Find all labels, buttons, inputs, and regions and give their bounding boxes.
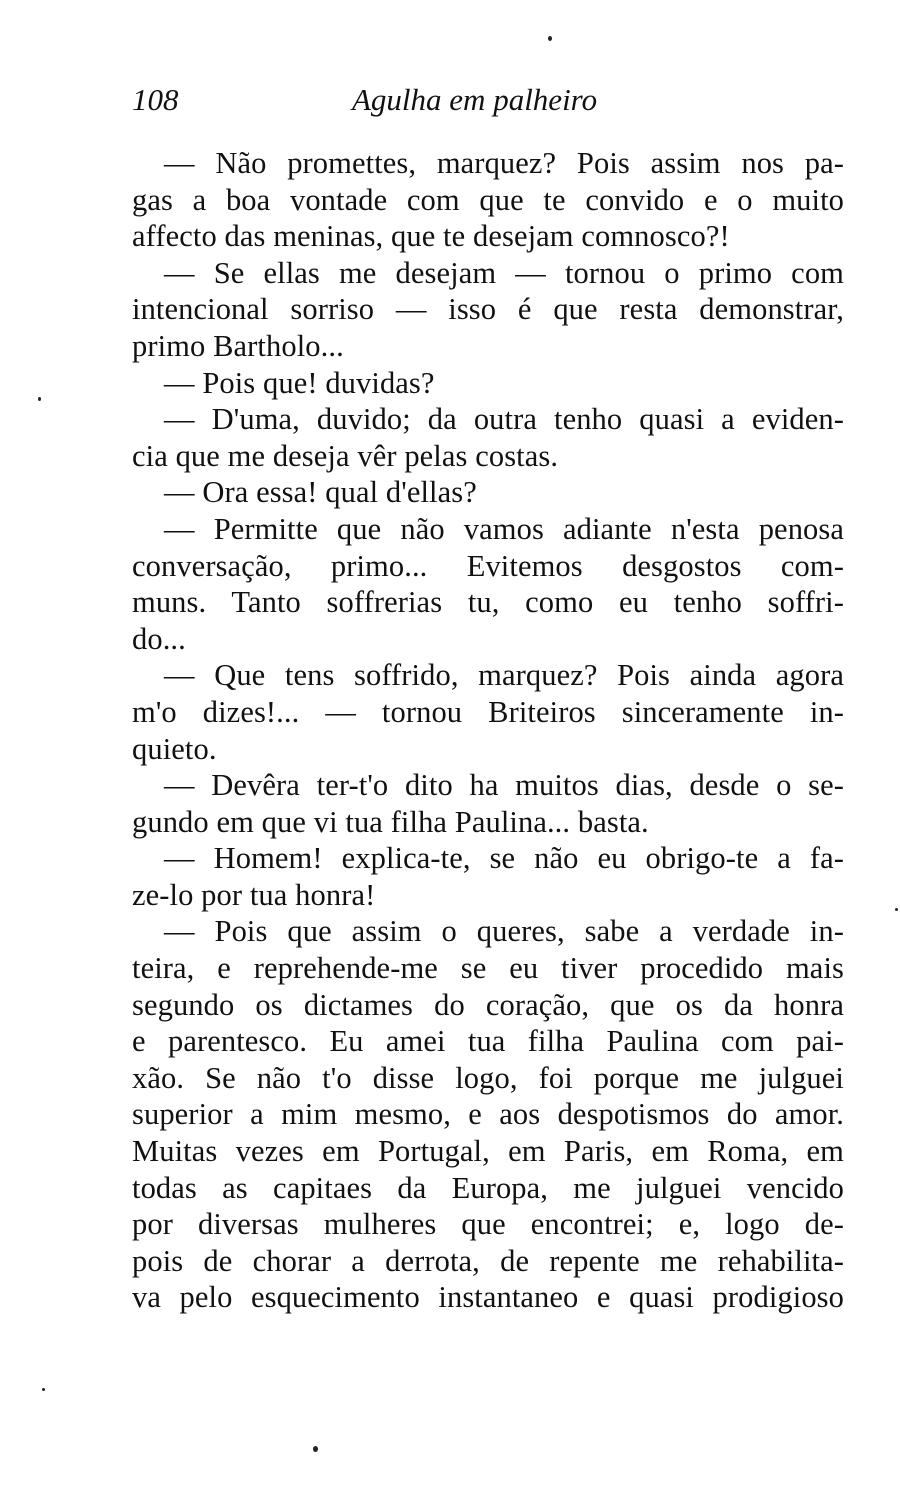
text-line: por diversas mulheres que encontrei; e, logo de- xyxy=(132,1207,844,1242)
text-line: do... xyxy=(132,621,186,656)
text-line: conversação, primo... Evitemos desgostos com- xyxy=(132,548,844,583)
text-line: intencional sorriso — isso é que resta demonstrar, xyxy=(132,292,844,327)
text-line: — Homem! explica-te, se não eu obrigo-te a fa- xyxy=(164,841,844,876)
body-text xyxy=(132,145,844,1316)
text-line: — Pois que! duvidas? xyxy=(164,365,435,400)
text-line: — Pois que assim o queres, sabe a verdade in- xyxy=(164,914,844,949)
running-title: Agulha em palheiro xyxy=(352,82,598,117)
scan-speck xyxy=(548,36,552,41)
text-line: superior a mim mesmo, e aos despotismos do amor. xyxy=(132,1097,844,1132)
text-line: — Devêra ter-t'o dito ha muitos dias, desde o se- xyxy=(164,768,844,803)
text-line: — D'uma, duvido; da outra tenho quasi a eviden- xyxy=(164,402,844,437)
text-line: — Se ellas me desejam — tornou o primo com xyxy=(164,255,844,290)
text-line: todas as capitaes da Europa, me julguei vencido xyxy=(132,1170,844,1205)
page-number: 108 xyxy=(132,82,179,117)
text-line: — Que tens soffrido, marquez? Pois ainda agora xyxy=(164,658,844,693)
text-line: cia que me deseja vêr pelas costas. xyxy=(132,438,559,473)
text-line: — Ora essa! qual d'ellas? xyxy=(164,475,477,510)
scan-speck xyxy=(42,1388,45,1391)
text-line: va pelo esquecimento instantaneo e quasi prodigioso xyxy=(132,1280,844,1315)
scan-speck xyxy=(895,908,898,911)
text-line: Muitas vezes em Portugal, em Paris, em Roma, em xyxy=(132,1134,844,1169)
text-line: pois de chorar a derrota, de repente me rehabilita- xyxy=(132,1243,844,1278)
text-line: teira, e reprehende-me se eu tiver procedido mais xyxy=(132,951,844,986)
running-head xyxy=(130,78,850,122)
text-line: affecto das meninas, que te desejam comnosco?! xyxy=(132,219,730,254)
text-line: segundo os dictames do coração, que os da honra xyxy=(132,987,844,1022)
text-line: ze-lo por tua honra! xyxy=(132,877,376,912)
text-line: quieto. xyxy=(132,731,217,766)
text-line: gas a boa vontade com que te convido e o muito xyxy=(132,182,844,217)
text-line: m'o dizes!... — tornou Briteiros sinceramente in- xyxy=(132,694,844,729)
text-line: muns. Tanto soffrerias tu, como eu tenho soffri- xyxy=(132,585,844,620)
text-line: — Não promettes, marquez? Pois assim nos pa- xyxy=(164,146,844,180)
text-line: e parentesco. Eu amei tua filha Paulina com pai- xyxy=(132,1024,844,1059)
text-line: xão. Se não t'o disse logo, foi porque me julguei xyxy=(132,1060,844,1095)
text-line: gundo em que vi tua filha Paulina... basta. xyxy=(132,804,649,839)
scan-speck xyxy=(313,1446,318,1452)
text-line: — Permitte que não vamos adiante n'esta penosa xyxy=(164,511,844,546)
scan-speck xyxy=(38,397,41,401)
text-line: primo Bartholo... xyxy=(132,328,344,363)
